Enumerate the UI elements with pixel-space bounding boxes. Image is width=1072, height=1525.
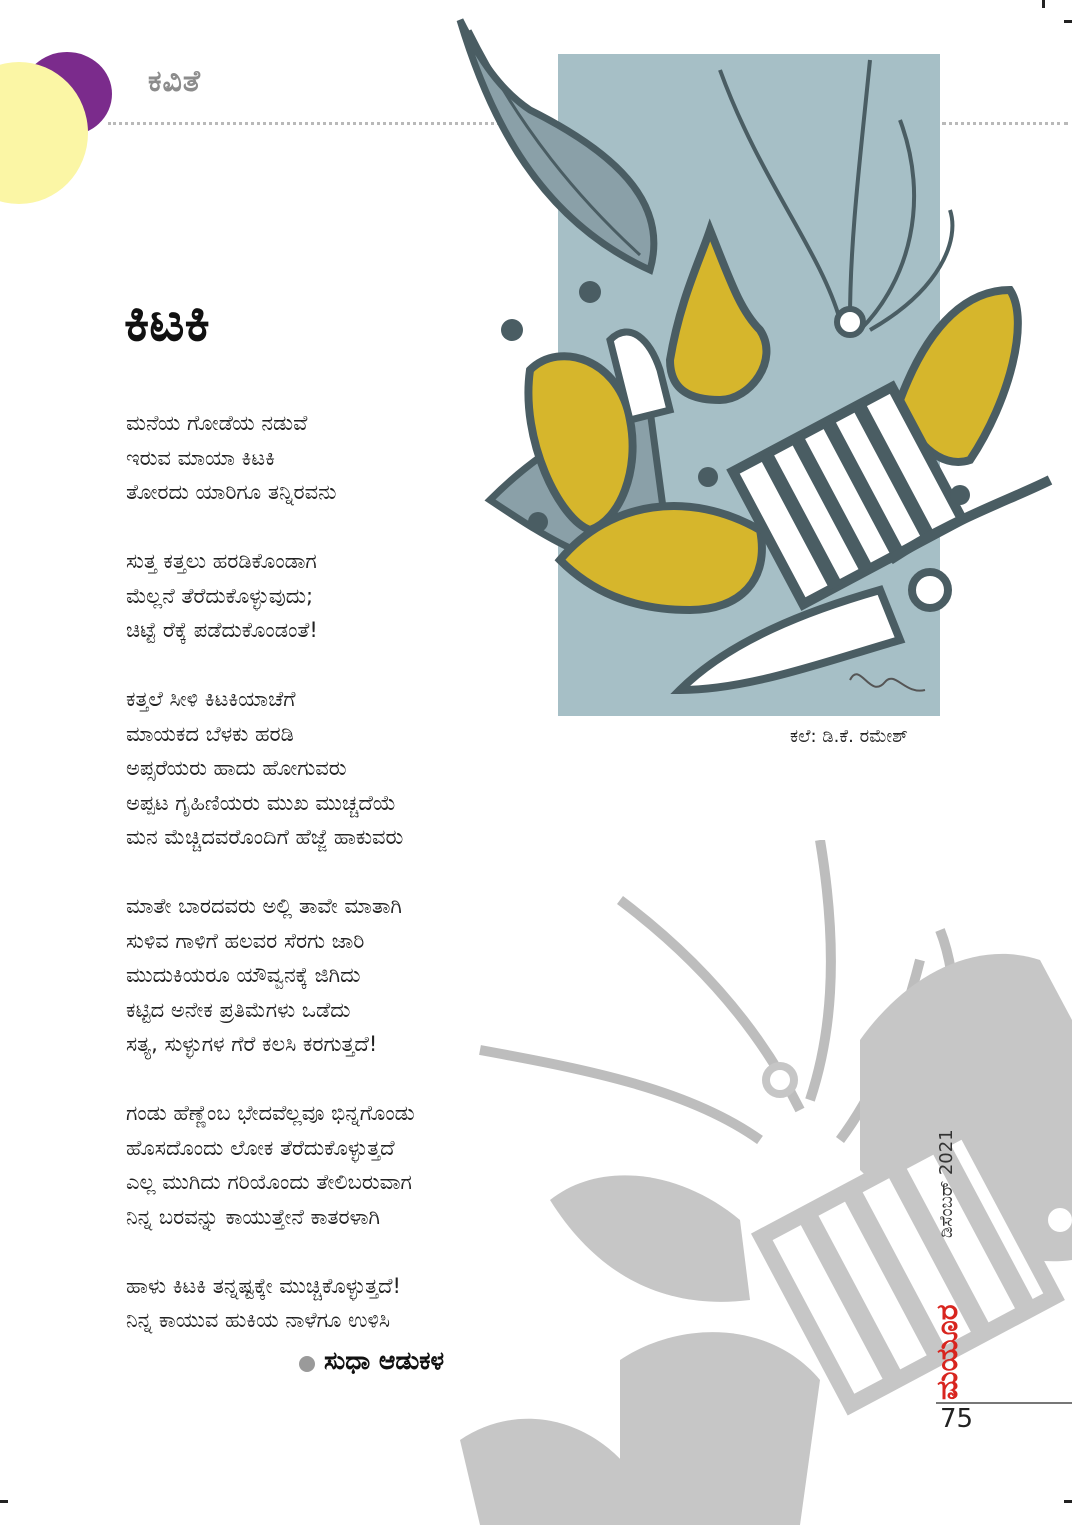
crop-mark (0, 1500, 8, 1503)
poem-line: ಮೆಲ್ಲನೆ ತೆರೆದುಕೊಳ್ಳುವುದು; (126, 583, 314, 608)
art-credit: ಕಲೆ: ಡಿ.ಕೆ. ರಮೇಶ್ (790, 726, 908, 747)
section-label: ಕವಿತೆ (148, 64, 201, 99)
poem-title: ಕಿಟಕಿ (124, 290, 210, 353)
stanza (126, 682, 546, 855)
poem-line: ಕತ್ತಲೆ ಸೀಳಿ ಕಿಟಕಿಯಾಚೆಗೆ (126, 687, 296, 711)
author-bullet-icon (299, 1356, 315, 1372)
poem-line: ನಿನ್ನ ಬರವನ್ನು ಕಾಯುತ್ತೇನೆ ಕಾತರಳಾಗಿ (126, 1204, 380, 1229)
stanza (126, 544, 546, 648)
poem-line: ನಿನ್ನ ಕಾಯುವ ಹುಕಿಯ ನಾಳೆಗೂ ಉಳಿಸಿ (126, 1308, 391, 1332)
stanza (126, 889, 546, 1062)
poem-line: ಹೊಸದೊಂದು ಲೋಕ ತೆರೆದುಕೊಳ್ಳುತ್ತದೆ (126, 1135, 395, 1160)
poem-line: ಸುತ್ತ ಕತ್ತಲು ಹರಡಿಕೊಂಡಾಗ (126, 549, 317, 573)
magazine-name: ಮಯೂರ (930, 1304, 965, 1400)
author-name: ಸುಧಾ ಆಡುಕಳ (324, 1346, 445, 1375)
poem-line: ಗಂಡು ಹೆಣ್ಣೆಂಬ ಭೇದವೆಲ್ಲವೂ ಭಿನ್ನಗೊಂಡು (126, 1101, 415, 1125)
page-number: 75 (940, 1404, 974, 1434)
poem-line: ಕಟ್ಟಿದ ಅನೇಕ ಪ್ರತಿಮೆಗಳು ಒಡೆದು (126, 997, 351, 1022)
stanza (126, 1096, 546, 1234)
poem-line: ತೋರದು ಯಾರಿಗೂ ತನ್ನಿರವನು (126, 480, 337, 504)
poem-line: ಸತ್ಯ, ಸುಳ್ಳುಗಳ ಗೆರೆ ಕಲಸಿ ಕರಗುತ್ತದೆ! (126, 1032, 378, 1056)
poem-line: ಚಿಟ್ಟೆ ರೆಕ್ಕೆ ಪಡೆದುಕೊಂಡಂತೆ! (126, 618, 318, 642)
poem-line: ಅಪ್ಪಟ ಗೃಹಿಣಿಯರು ಮುಖ ಮುಚ್ಚದೆಯೆ (126, 790, 397, 815)
poem-line: ಸುಳಿವ ಗಾಳಿಗೆ ಹಲವರ ಸೆರಗು ಜಾರಿ (126, 928, 365, 953)
issue-date: ಡಿಸೆಂಬರ್ 2021 (936, 1129, 957, 1238)
poem-line: ಮುದುಕಿಯರೂ ಯೌವ್ವನಕ್ಕೆ ಜಿಗಿದು (126, 963, 361, 987)
poem-line: ಮನೆಯ ಗೋಡೆಯ ನಡುವೆ (126, 411, 308, 435)
poem-line: ಅಪ್ಸರೆಯರು ಹಾದು ಹೋಗುವರು (126, 756, 347, 780)
stanza (126, 406, 546, 510)
poem-line: ಮಾತೇ ಬಾರದವರು ಅಲ್ಲಿ ತಾವೇ ಮಾತಾಗಿ (126, 894, 402, 918)
poem-body (126, 406, 546, 1372)
crop-mark (1064, 20, 1072, 23)
poem-line: ಹಾಳು ಕಿಟಕಿ ತನ್ನಷ್ಟಕ್ಕೇ ಮುಚ್ಚಿಕೊಳ್ಳುತ್ತದೆ! (126, 1273, 401, 1298)
poem-line: ಎಲ್ಲ ಮುಗಿದು ಗರಿಯೊಂದು ತೇಲಿಬರುವಾಗ (126, 1170, 412, 1194)
poem-line: ಮಾಯಕದ ಬೆಳಕು ಹರಡಿ (126, 721, 294, 746)
poem-line: ಇರುವ ಮಾಯಾ ಕಿಟಕಿ (126, 445, 275, 470)
stanza (126, 1269, 546, 1338)
poem-line: ಮನ ಮೆಚ್ಚಿದವರೊಂದಿಗೆ ಹೆಜ್ಜೆ ಹಾಕುವರು (126, 825, 404, 849)
